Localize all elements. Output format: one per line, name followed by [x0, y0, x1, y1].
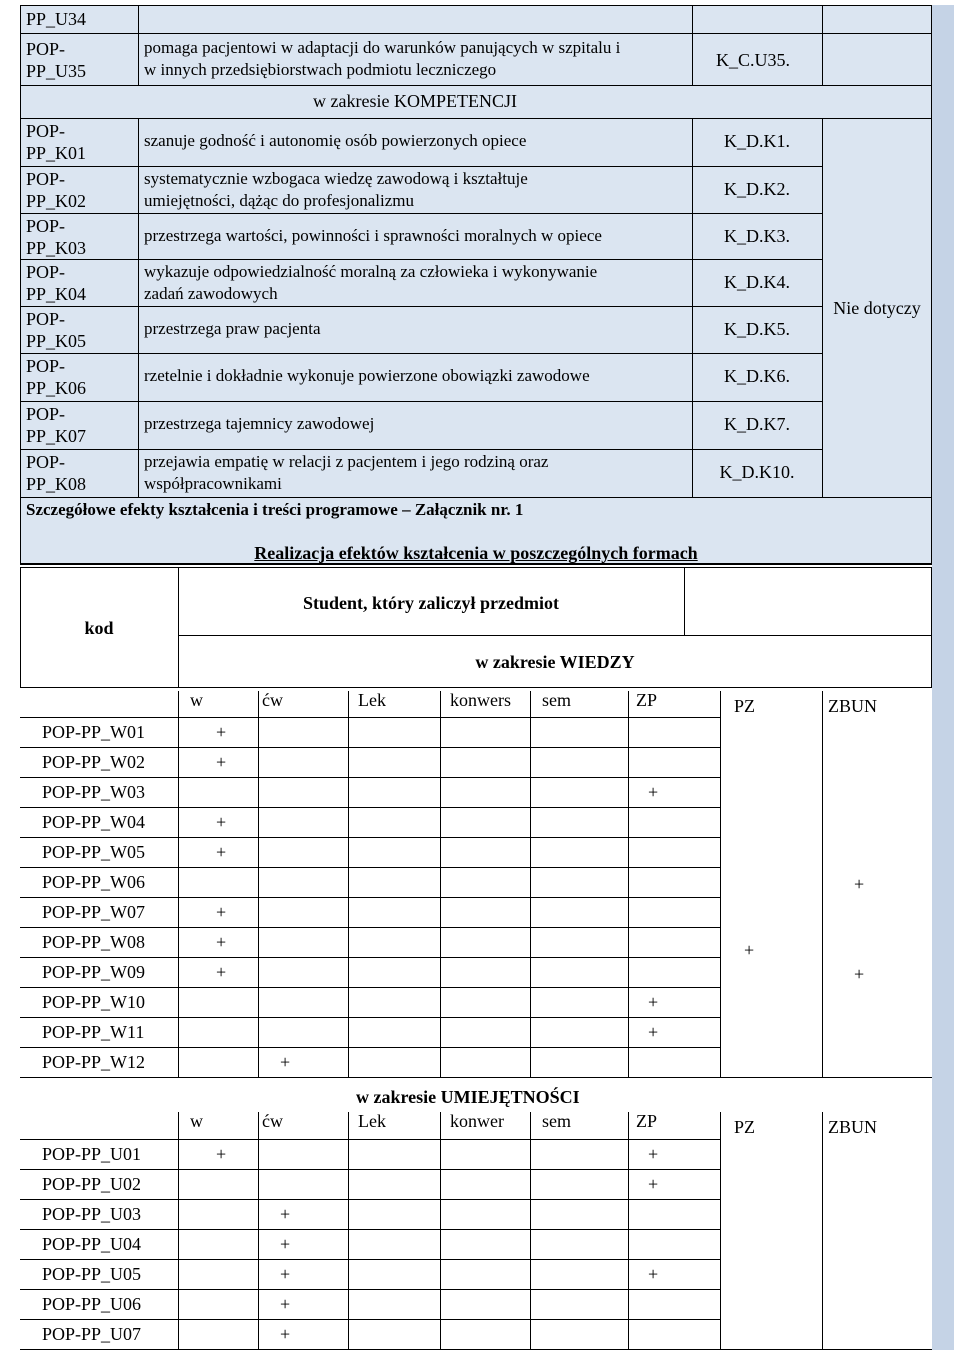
knowledge-row-code: POP-PP_W04: [42, 812, 146, 832]
knowledge-grid-line: [20, 1077, 932, 1078]
skills-mark: +: [280, 1204, 291, 1224]
row-code-pp-u35-b: PP_U35: [26, 61, 87, 81]
skills-grid-line: [20, 1169, 720, 1170]
competence-desc: przejawia empatię w relacji z pacjentem i jego rodziną oraz: [144, 452, 549, 471]
knowledge-grid-line: [440, 691, 441, 1077]
competence-desc: umiejętności, dążąc do profesjonalizmu: [144, 191, 415, 210]
competence-ref: K_D.K1.: [724, 131, 790, 151]
row-desc-u35-line1: pomaga pacjentowi w adaptacji do warunków panujących w szpitalu i: [144, 38, 621, 57]
competence-desc: rzetelnie i dokładnie wykonuje powierzone obowiązki zawodowe: [144, 366, 590, 385]
skills-grid-line: [20, 1139, 720, 1140]
skills-mark: +: [648, 1174, 659, 1194]
knowledge-grid-line: [20, 807, 720, 808]
competence-header: w zakresie KOMPETENCJI: [313, 91, 517, 111]
skills-column-header: Lek: [358, 1111, 386, 1131]
knowledge-row-code: POP-PP_W07: [42, 902, 146, 922]
knowledge-grid-line: [20, 987, 720, 988]
knowledge-row-code: POP-PP_W08: [42, 932, 146, 952]
skills-grid-line: [258, 1112, 259, 1349]
knowledge-row-code: POP-PP_W06: [42, 872, 146, 892]
skills-header: w zakresie UMIEJĘTNOŚCI: [356, 1087, 580, 1107]
row-code-pp-u35-a: POP-: [26, 39, 66, 59]
knowledge-header: w zakresie WIEDZY: [475, 652, 635, 672]
skills-column-header: PZ: [734, 1117, 756, 1137]
knowledge-grid-line: [822, 691, 823, 1077]
skills-grid-line: [20, 1319, 720, 1320]
competence-desc: przestrzega tajemnicy zawodowej: [144, 414, 375, 433]
competence-code-prefix: POP-: [26, 169, 66, 189]
skills-row-code: POP-PP_U03: [42, 1204, 142, 1224]
competence-code-prefix: POP-: [26, 309, 66, 329]
not-applicable-label: Nie dotyczy: [833, 298, 921, 318]
knowledge-column-header: PZ: [734, 696, 756, 716]
skills-mark: +: [648, 1264, 659, 1284]
knowledge-column-header: ćw: [262, 690, 283, 710]
skills-grid-line: [20, 1259, 720, 1260]
skills-grid-line: [20, 1199, 720, 1200]
knowledge-mark: +: [854, 964, 865, 984]
competence-ref: K_D.K10.: [719, 462, 795, 482]
skills-grid-line: [822, 1112, 823, 1349]
skills-row-code: POP-PP_U01: [42, 1144, 142, 1164]
knowledge-mark: +: [216, 962, 227, 982]
competence-code-prefix: POP-: [26, 262, 66, 282]
competence-code: PP_K02: [26, 191, 87, 211]
knowledge-row-code: POP-PP_W01: [42, 722, 146, 742]
realization-title: Realizacja efektów kształcenia w poszczególnych formach: [254, 543, 698, 563]
skills-column-header: konwer: [450, 1111, 504, 1131]
competence-desc: zadań zawodowych: [144, 284, 278, 303]
skills-row-code: POP-PP_U02: [42, 1174, 142, 1194]
competence-ref: K_D.K6.: [724, 366, 790, 386]
knowledge-row-code: POP-PP_W10: [42, 992, 146, 1012]
competence-desc: współpracownikami: [144, 474, 282, 493]
skills-mark: +: [280, 1294, 291, 1314]
knowledge-mark: +: [216, 842, 227, 862]
competence-code-prefix: POP-: [26, 452, 66, 472]
knowledge-mark: +: [854, 874, 865, 894]
knowledge-grid-line: [348, 691, 349, 1077]
skills-row-code: POP-PP_U05: [42, 1264, 142, 1284]
knowledge-grid-line: [20, 747, 720, 748]
knowledge-column-header: konwers: [450, 690, 511, 710]
knowledge-grid-line: [20, 1047, 720, 1048]
competence-code: PP_K04: [26, 284, 87, 304]
competence-code: PP_K07: [26, 426, 87, 446]
knowledge-grid-line: [258, 691, 259, 1077]
skills-mark: +: [216, 1144, 227, 1164]
right-margin-stripe: [932, 5, 954, 1350]
knowledge-grid-line: [20, 927, 720, 928]
knowledge-row-code: POP-PP_W03: [42, 782, 146, 802]
competence-desc: szanuje godność i autonomię osób powierzonych opiece: [144, 131, 527, 150]
competence-code: PP_K03: [26, 238, 87, 258]
competence-code: PP_K06: [26, 378, 87, 398]
knowledge-grid-line: [530, 691, 531, 1077]
knowledge-grid-line: [720, 691, 721, 1077]
competence-code: PP_K05: [26, 331, 87, 351]
knowledge-grid-line: [20, 957, 720, 958]
knowledge-mark: +: [744, 940, 755, 960]
knowledge-mark: +: [648, 782, 659, 802]
knowledge-grid-line: [20, 837, 720, 838]
competence-code: PP_K08: [26, 474, 87, 494]
knowledge-grid-line: [178, 691, 179, 1077]
competence-code-prefix: POP-: [26, 121, 66, 141]
knowledge-grid-line: [20, 867, 720, 868]
skills-grid-line: [20, 1229, 720, 1230]
competence-code-prefix: POP-: [26, 216, 66, 236]
knowledge-grid-line: [628, 691, 629, 1077]
skills-grid-line: [628, 1112, 629, 1349]
row-code-pp-u34: PP_U34: [26, 9, 87, 29]
skills-mark: +: [280, 1264, 291, 1284]
knowledge-column-header: Lek: [358, 690, 386, 710]
knowledge-mark: +: [216, 902, 227, 922]
skills-column-header: ZP: [636, 1111, 658, 1131]
knowledge-mark: +: [648, 992, 659, 1012]
details-note: Szczegółowe efekty kształcenia i treści programowe – Załącznik nr. 1: [26, 500, 524, 519]
knowledge-mark: +: [216, 932, 227, 952]
knowledge-mark: +: [216, 722, 227, 742]
competence-desc: przestrzega praw pacjenta: [144, 319, 321, 338]
skills-grid-line: [720, 1112, 721, 1349]
competence-ref: K_D.K5.: [724, 319, 790, 339]
competence-ref: K_D.K3.: [724, 226, 790, 246]
competence-code-prefix: POP-: [26, 356, 66, 376]
knowledge-column-header: sem: [542, 690, 571, 710]
competence-code-prefix: POP-: [26, 404, 66, 424]
knowledge-mark: +: [648, 1022, 659, 1042]
skills-grid-line: [530, 1112, 531, 1349]
skills-grid-line: [348, 1112, 349, 1349]
knowledge-row-code: POP-PP_W12: [42, 1052, 146, 1072]
competence-desc: wykazuje odpowiedzialność moralną za człowieka i wykonywanie: [144, 262, 598, 281]
kod-label: kod: [84, 618, 114, 638]
competence-ref: K_D.K4.: [724, 272, 790, 292]
knowledge-mark: +: [280, 1052, 291, 1072]
skills-column-header: ZBUN: [828, 1117, 877, 1137]
skills-row-code: POP-PP_U04: [42, 1234, 142, 1254]
skills-grid-line: [20, 1349, 932, 1350]
knowledge-mark: +: [216, 752, 227, 772]
knowledge-column-header: w: [190, 690, 203, 710]
skills-grid-line: [20, 1289, 720, 1290]
knowledge-row-code: POP-PP_W11: [42, 1022, 145, 1042]
student-label: Student, który zaliczył przedmiot: [303, 593, 559, 613]
knowledge-mark: +: [216, 812, 227, 832]
knowledge-grid-line: [20, 1017, 720, 1018]
competence-ref: K_D.K2.: [724, 179, 790, 199]
skills-column-header: ćw: [262, 1111, 283, 1131]
knowledge-column-header: ZBUN: [828, 696, 877, 716]
knowledge-grid-line: [20, 897, 720, 898]
skills-column-header: sem: [542, 1111, 571, 1131]
competence-ref: K_D.K7.: [724, 414, 790, 434]
knowledge-grid-line: [20, 777, 720, 778]
knowledge-column-header: ZP: [636, 690, 658, 710]
row-ref-u35: K_C.U35.: [716, 50, 791, 70]
knowledge-row-code: POP-PP_W05: [42, 842, 146, 862]
knowledge-row-code: POP-PP_W02: [42, 752, 146, 772]
row-desc-u35-line2: w innych przedsiębiorstwach podmiotu leczniczego: [144, 60, 497, 79]
skills-row-code: POP-PP_U07: [42, 1324, 142, 1344]
competence-code: PP_K01: [26, 143, 87, 163]
skills-grid-line: [178, 1112, 179, 1349]
skills-grid-line: [440, 1112, 441, 1349]
competence-desc: systematycznie wzbogaca wiedzę zawodową i kształtuje: [144, 169, 528, 188]
skills-mark: +: [648, 1144, 659, 1164]
skills-column-header: w: [190, 1111, 203, 1131]
knowledge-row-code: POP-PP_W09: [42, 962, 146, 982]
competence-desc: przestrzega wartości, powinności i sprawności moralnych w opiece: [144, 226, 602, 245]
skills-mark: +: [280, 1234, 291, 1254]
skills-row-code: POP-PP_U06: [42, 1294, 142, 1314]
skills-mark: +: [280, 1324, 291, 1344]
knowledge-grid-line: [20, 717, 720, 718]
